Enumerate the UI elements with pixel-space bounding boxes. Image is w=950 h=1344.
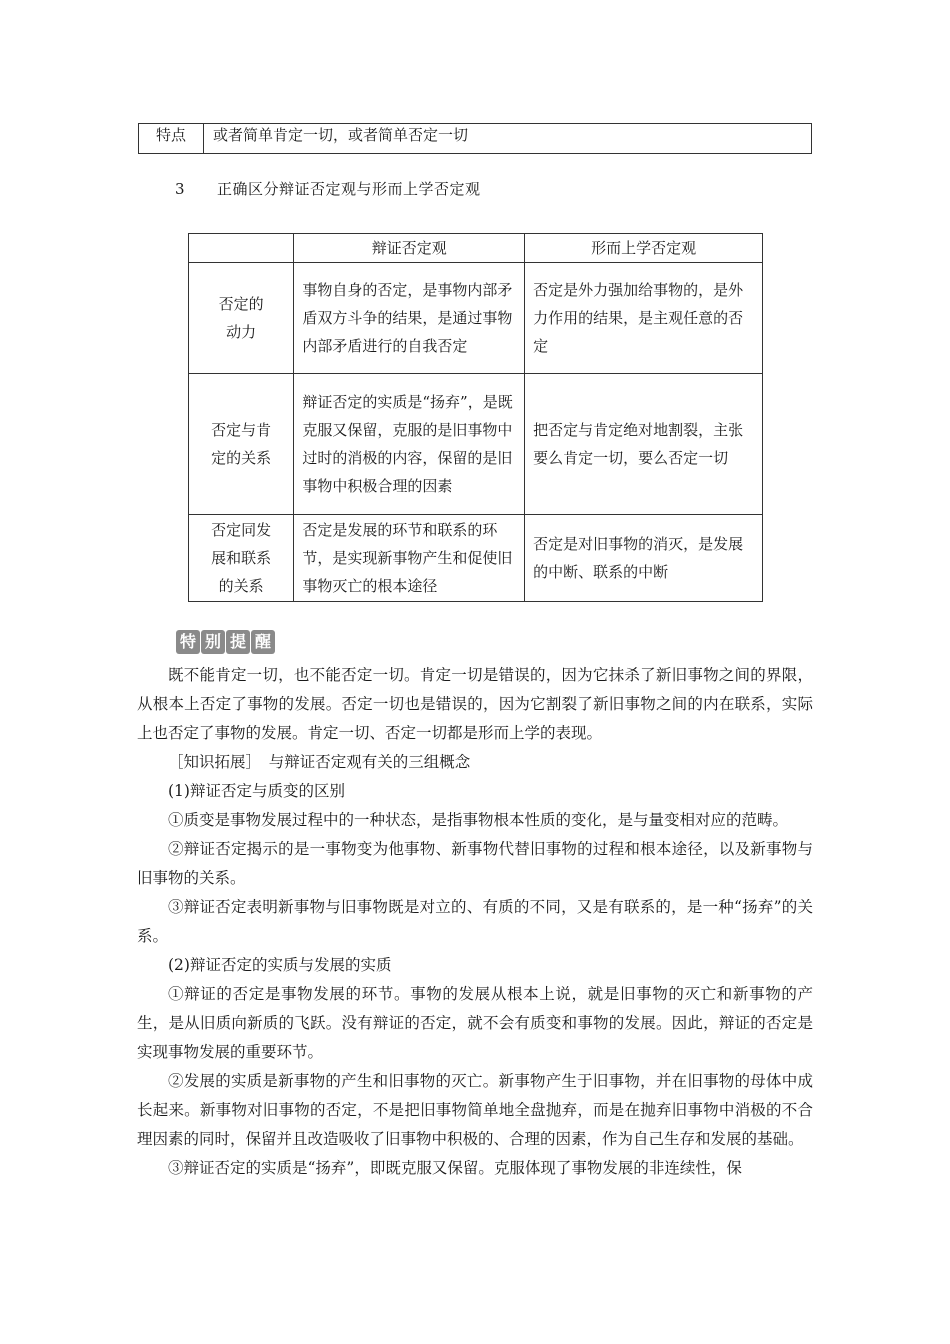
table-row (189, 263, 763, 374)
paragraph: ③辩证否定表明新事物与旧事物既是对立的、有质的不同，又是有联系的，是一种“扬弃”的关系。 (137, 898, 813, 945)
section-title: 正确区分辩证否定观与形而上学否定观 (217, 180, 481, 198)
paragraph: 既不能肯定一切，也不能否定一切。肯定一切是错误的，因为它抹杀了新旧事物之间的界限，从根本上否定了事物的发展。否定一切也是错误的，因为它割裂了新旧事物之间的内在联系，实际上也否定了事物的发展。肯定一切、否定一切都是形而上学的表现。 (137, 666, 813, 742)
badge-char: 别 (201, 630, 225, 654)
table-row (189, 515, 763, 602)
table-row (139, 124, 812, 154)
header-dialectical: 辩证否定观 (294, 234, 525, 263)
badge-char: 提 (226, 630, 250, 654)
row-value: 或者简单肯定一切，或者简单否定一切 (204, 124, 812, 154)
badge-char: 醒 (251, 630, 275, 654)
badge-char: 特 (176, 630, 200, 654)
paragraph: ①辩证的否定是事物发展的环节。事物的发展从根本上说，就是旧事物的灭亡和新事物的产生，是从旧质向新质的飞跃。没有辩证的否定，就不会有质变和事物的发展。因此，辩证的否定是实现事物发展的重要环节。 (137, 985, 813, 1061)
table-header-row (189, 234, 763, 263)
paragraph: ［知识拓展］ 与辩证否定观有关的三组概念 (168, 753, 471, 771)
row-label: 否定的 动力 (189, 263, 294, 374)
row-label: 否定与肯 定的关系 (189, 374, 294, 515)
header-metaphysical: 形而上学否定观 (525, 234, 763, 263)
dialectical-cell: 事物自身的否定，是事物内部矛盾双方斗争的结果，是通过事物内部矛盾进行的自我否定 (294, 263, 525, 374)
metaphysical-cell: 否定是对旧事物的消灭，是发展的中断、联系的中断 (525, 515, 763, 602)
header-empty (189, 234, 294, 263)
paragraph: ②辩证否定揭示的是一事物变为他事物、新事物代替旧事物的过程和根本途径，以及新事物与旧事物的关系。 (137, 840, 813, 887)
special-reminder-badge (176, 630, 275, 654)
paragraph: (1)辩证否定与质变的区别 (168, 782, 345, 800)
section-number: 3 (175, 180, 186, 198)
comparison-table (188, 233, 763, 602)
body-text (137, 661, 813, 1183)
table-row (189, 374, 763, 515)
row-label: 特点 (139, 124, 204, 154)
metaphysical-cell: 把否定与肯定绝对地割裂，主张要么肯定一切，要么否定一切 (525, 374, 763, 515)
dialectical-cell: 辩证否定的实质是“扬弃”，是既克服又保留，克服的是旧事物中过时的消极的内容，保留的是旧事物中积极合理的因素 (294, 374, 525, 515)
paragraph: ③辩证否定的实质是“扬弃”，即既克服又保留。克服体现了事物发展的非连续性，保 (168, 1159, 742, 1177)
paragraph: (2)辩证否定的实质与发展的实质 (168, 956, 392, 974)
metaphysical-cell: 否定是外力强加给事物的，是外力作用的结果，是主观任意的否定 (525, 263, 763, 374)
row-label: 否定同发 展和联系 的关系 (189, 515, 294, 602)
paragraph: ①质变是事物发展过程中的一种状态，是指事物根本性质的变化，是与量变相对应的范畴。 (168, 811, 789, 829)
section-heading (175, 178, 481, 199)
characteristics-table (138, 123, 812, 154)
dialectical-cell: 否定是发展的环节和联系的环节，是实现新事物产生和促使旧事物灭亡的根本途径 (294, 515, 525, 602)
paragraph: ②发展的实质是新事物的产生和旧事物的灭亡。新事物产生于旧事物，并在旧事物的母体中成长起来。新事物对旧事物的否定，不是把旧事物简单地全盘抛弃，而是在抛弃旧事物中消极的不合理因素的同时，保留并且改造吸收了旧事物中积极的、合理的因素，作为自己生存和发展的基础。 (137, 1072, 813, 1148)
